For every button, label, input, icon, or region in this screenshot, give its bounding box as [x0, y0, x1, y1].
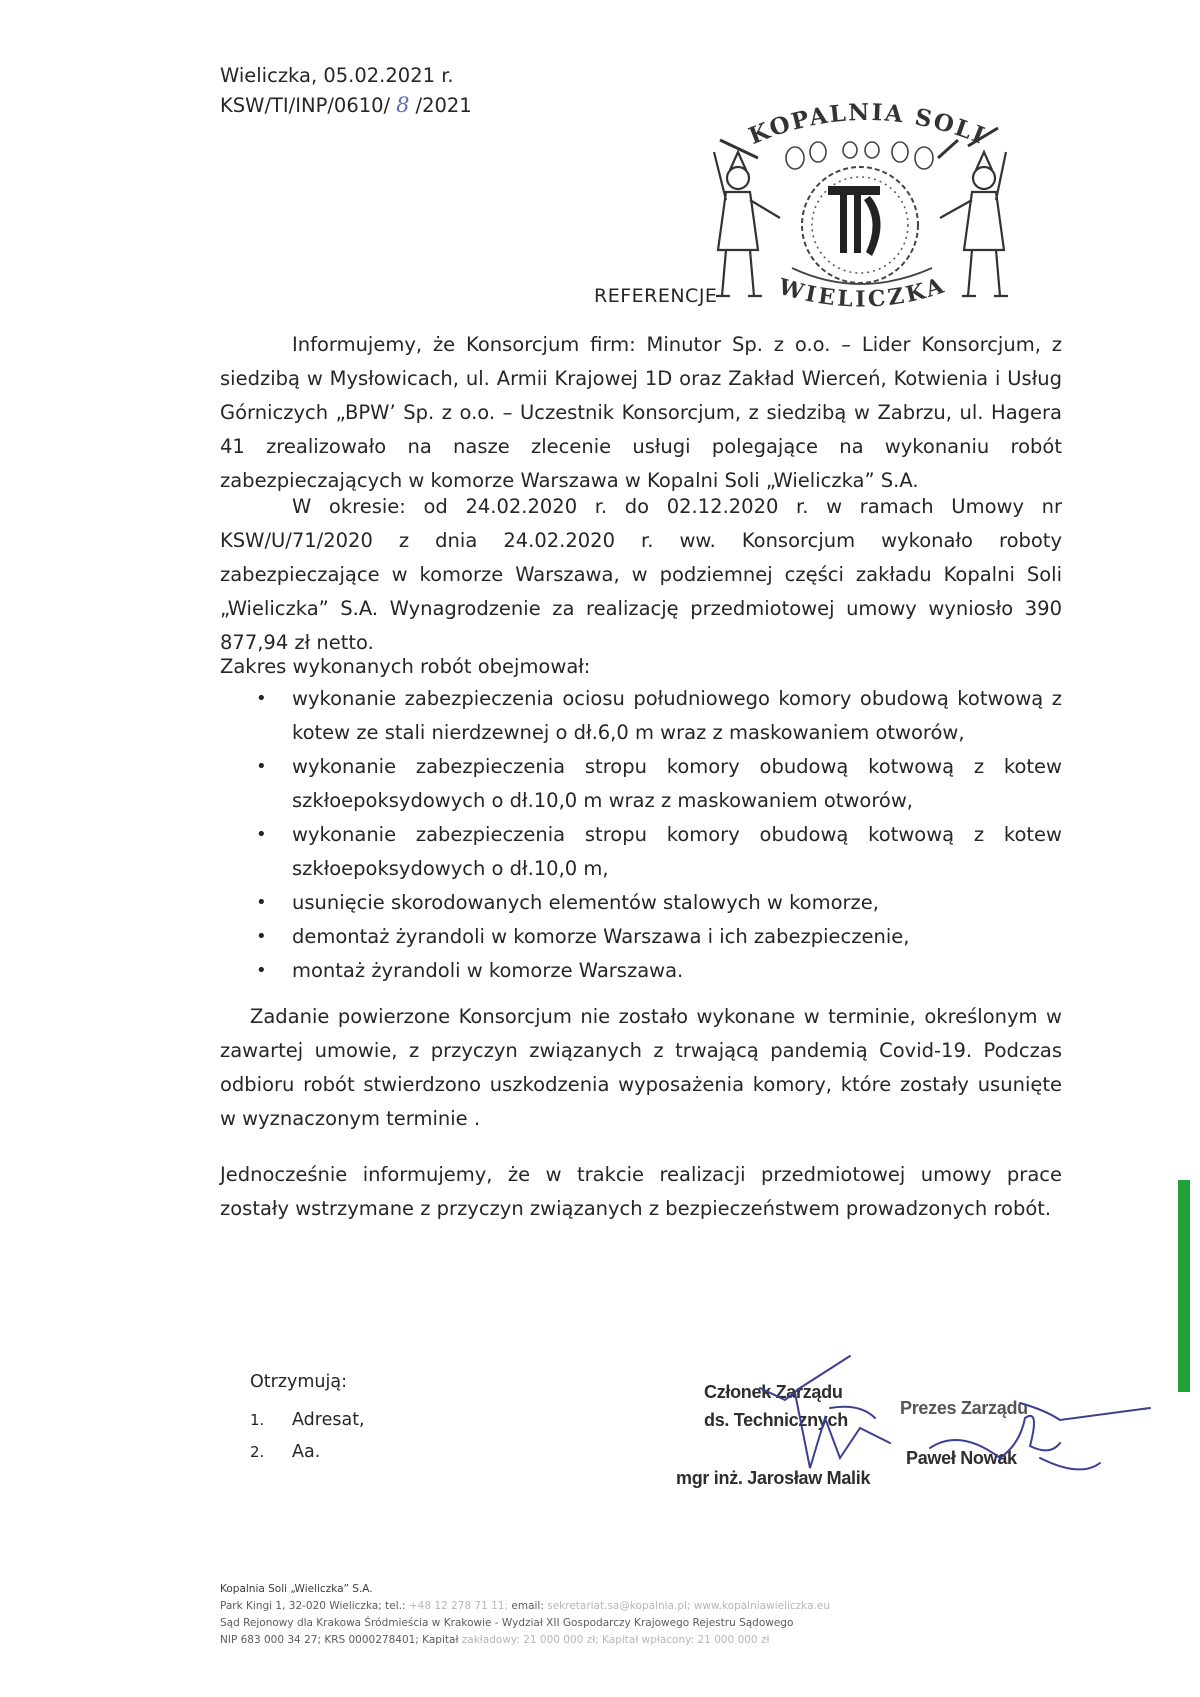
reference-suffix: /2021	[415, 94, 472, 117]
recipient-item: 2. Aa.	[250, 1442, 321, 1462]
reference-prefix: KSW/TI/INP/0610/	[220, 94, 391, 117]
footer-website-link[interactable]: www.kopalniawieliczka.eu	[693, 1600, 830, 1612]
paragraph-intro-text: Informujemy, że Konsorcjum firm: Minutor Sp. z o.o. – Lider Konsorcjum, z siedzibą w Mysłowicach, ul. Armii Krajowej 1D oraz Zakład Wierceń, Kotwienia i Usług Górniczych „BPW’ Sp. z o.o. – Uczestnik Konsorcjum, z siedzibą w Zabrzu, ul. Hagera 41 zrealizowało na nasze zlecenie usługi polegające na wykonaniu robót zabezpieczających w komorze Warszawa w Kopalni Soli „Wieliczka” S.A.	[220, 333, 1062, 492]
paragraph-suspension	[220, 1158, 1062, 1226]
recipients-list	[250, 1404, 365, 1468]
scope-list-item: • usunięcie skorodowanych elementów stalowych w komorze,	[220, 886, 1062, 920]
recipient-item: 1. Adresat,	[250, 1410, 365, 1430]
footer-court: Sąd Rejonowy dla Krakowa Śródmieścia w Krakowie - Wydział XII Gospodarczy Krajowego Rejestru Sądowego	[220, 1617, 794, 1629]
paragraph-delay	[220, 1000, 1062, 1136]
footer-email-link[interactable]: sekretariat.sa@kopalnia.pl;	[547, 1600, 691, 1612]
document-title: REFERENCJE	[594, 285, 718, 307]
scope-list-item: • wykonanie zabezpieczenia stropu komory obudową kotwową z kotew szkłoepoksydowych o dł.10,0 m,	[220, 818, 1062, 886]
kopalnia-soli-logo	[700, 100, 1030, 320]
paragraph-period	[220, 490, 1062, 660]
paragraph-period-text: W okresie: od 24.02.2020 r. do 02.12.2020 r. w ramach Umowy nr KSW/U/71/2020 z dnia 24.02.2020 r. ww. Konsorcjum wykonało roboty zabezpieczające w komorze Warszawa, w podziemnej części zakładu Kopalni Soli „Wieliczka” S.A. Wynagrodzenie za realizację przedmiotowej umowy wyniosło 390 877,94 zł netto.	[220, 495, 1062, 654]
scope-list-item: • demontaż żyrandoli w komorze Warszawa i ich zabezpieczenie,	[220, 920, 1062, 954]
scope-list-item: • montaż żyrandoli w komorze Warszawa.	[220, 954, 1062, 988]
reference-handwritten-number: 8	[396, 93, 410, 117]
handwritten-signatures	[700, 1348, 1160, 1488]
stamp-president-title: Prezes Zarządu	[900, 1398, 1028, 1418]
stamp-president-name: Paweł Nowak	[906, 1448, 1017, 1468]
footer-address: Park Kingi 1, 32-020 Wieliczka; tel.: +48 12 278 71 11; email: sekretariat.sa@kopalnia.pl; www.kopalniawieliczka.eu	[220, 1600, 830, 1612]
paragraph-intro	[220, 328, 1062, 498]
recipients-label: Otrzymują:	[250, 1372, 347, 1392]
scope-list	[220, 682, 1062, 988]
stamp-board-member-title: Członek Zarządu	[704, 1382, 843, 1402]
paragraph-suspension-text: Jednocześnie informujemy, że w trakcie realizacji przedmiotowej umowy prace zostały wstrzymane z przyczyn związanych z bezpieczeństwem prowadzonych robót.	[220, 1163, 1062, 1220]
green-edge-marker	[1178, 1180, 1190, 1392]
reference-number	[220, 93, 472, 117]
scope-list-item: • wykonanie zabezpieczenia ociosu południowego komory obudową kotwową z kotew ze stali nierdzewnej o dł.6,0 m wraz z maskowaniem otworów,	[220, 682, 1062, 750]
footer-company: Kopalnia Soli „Wieliczka” S.A.	[220, 1583, 373, 1595]
scope-intro: Zakres wykonanych robót obejmował:	[220, 655, 591, 678]
scope-list-item: • wykonanie zabezpieczenia stropu komory obudową kotwową z kotew szkłoepoksydowych o dł.10,0 m wraz z maskowaniem otworów,	[220, 750, 1062, 818]
place-date: Wieliczka, 05.02.2021 r.	[220, 64, 454, 87]
footer-registration: NIP 683 000 34 27; KRS 0000278401; Kapitał zakładowy: 21 000 000 zł; Kapitał wpłacony: 21 000 000 zł	[220, 1634, 770, 1646]
paragraph-delay-text: Zadanie powierzone Konsorcjum nie zostało wykonane w terminie, określonym w zawartej umowie, z przyczyn związanych z trwającą pandemią Covid-19. Podczas odbioru robót stwierdzono uszkodzenia wyposażenia komory, które zostały usunięte w wyznaczonym terminie .	[220, 1005, 1062, 1130]
logo-bottom-text: WIELICZKA	[775, 272, 950, 313]
stamp-board-member-dept: ds. Technicznych	[704, 1410, 848, 1430]
logo-top-text: KOPALNIA SOLI	[744, 100, 990, 151]
stamp-board-member-name: mgr inż. Jarosław Malik	[676, 1468, 871, 1488]
